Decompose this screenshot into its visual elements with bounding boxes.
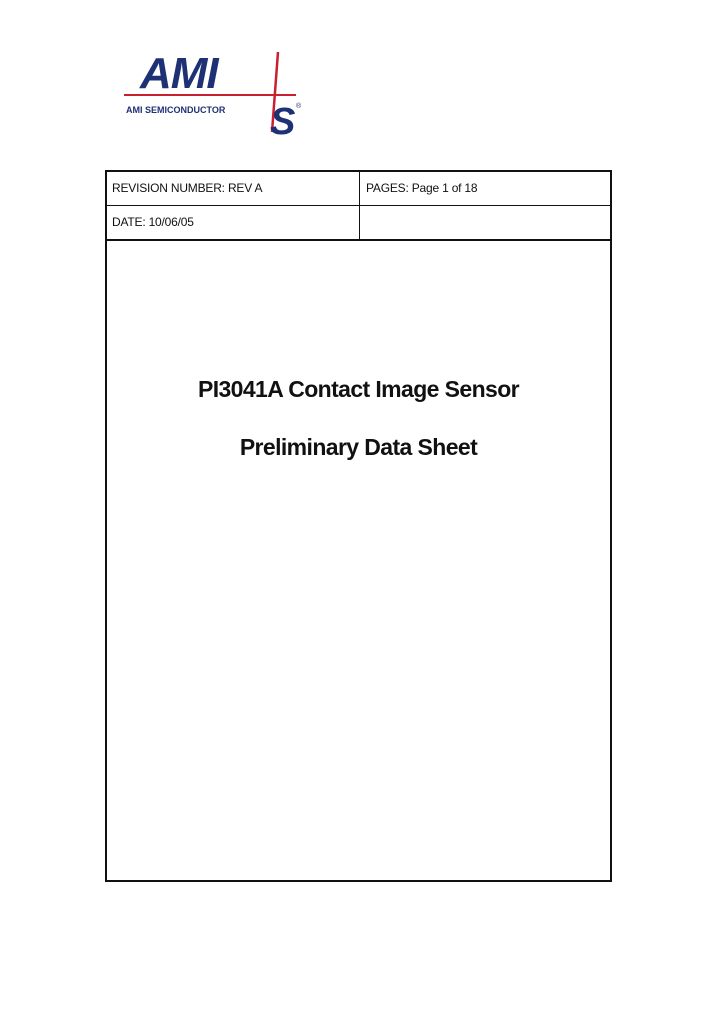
document-frame bbox=[105, 170, 612, 882]
logo-wordmark: AMI bbox=[140, 49, 218, 98]
document-title: PI3041A Contact Image Sensor bbox=[197, 376, 520, 402]
header-row-2 bbox=[107, 206, 610, 241]
company-logo bbox=[118, 40, 318, 140]
page-count: PAGES: Page 1 of 18 bbox=[359, 172, 612, 205]
header-row-1 bbox=[107, 172, 610, 206]
logo-subtitle: AMI SEMICONDUCTOR bbox=[126, 105, 226, 115]
logo-registered-mark: ® bbox=[296, 103, 302, 110]
ami-semiconductor-logo bbox=[118, 40, 318, 140]
document-date: DATE: 10/06/05 bbox=[112, 215, 194, 229]
logo-s-mark: S bbox=[270, 101, 296, 140]
revision-number: REVISION NUMBER: REV A bbox=[112, 181, 263, 195]
document-subtitle: Preliminary Data Sheet bbox=[239, 434, 478, 460]
empty-cell bbox=[359, 206, 612, 239]
